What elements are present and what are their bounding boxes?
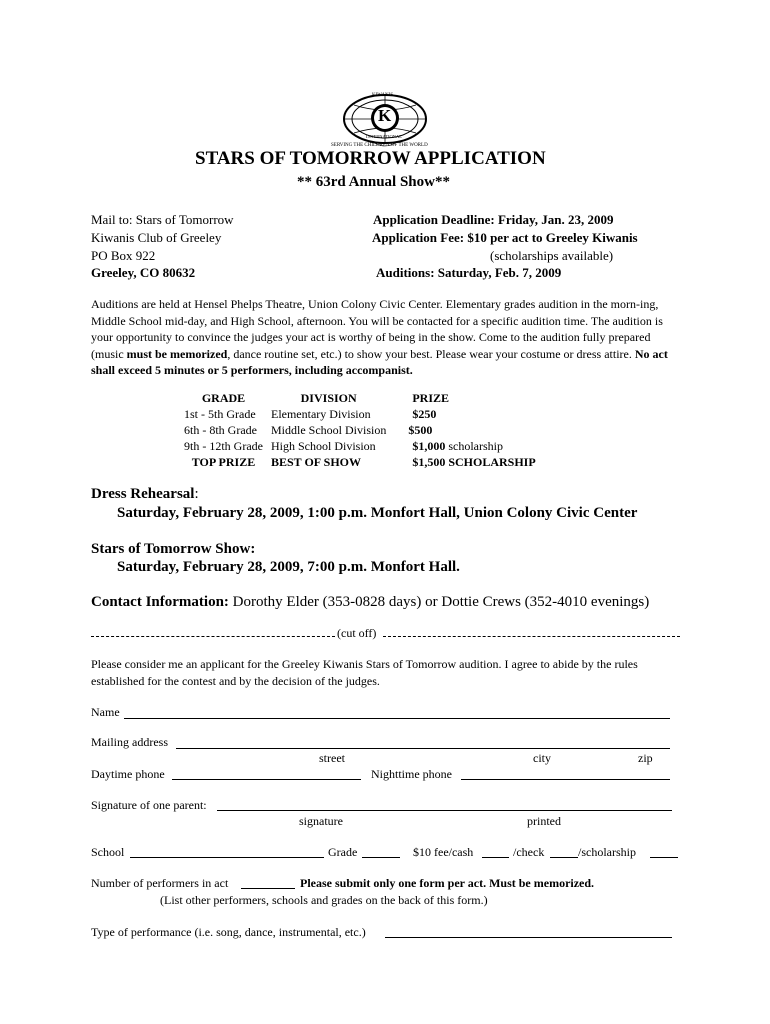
daytime-phone-label: Daytime phone (91, 767, 165, 781)
page-subtitle: ** 63rd Annual Show** (297, 174, 450, 190)
fee-cash-field[interactable] (482, 857, 509, 858)
rehearsal-detail: Saturday, February 28, 2009, 1:00 p.m. Monfort Hall, Union Colony Civic Center (117, 505, 638, 521)
performers-field[interactable] (241, 888, 295, 889)
zip-caption: zip (638, 751, 653, 765)
fee-line: Application Fee: $10 per act to Greeley Kiwanis (372, 230, 638, 245)
logo-text-top: KIWANIS (372, 93, 394, 98)
list-note: (List other performers, schools and grades on the back of this form.) (160, 893, 488, 907)
logo-text-bottom: INTERNATIONAL (366, 134, 402, 139)
prize-table (180, 390, 540, 470)
signature-field[interactable] (217, 810, 672, 811)
signature-label: Signature of one parent: (91, 798, 207, 812)
name-field[interactable] (124, 718, 670, 719)
scholarships-line: (scholarships available) (490, 248, 614, 263)
cutoff-label: (cut off) (337, 626, 377, 640)
performance-type-label: Type of performance (i.e. song, dance, instrumental, etc.) (91, 925, 366, 939)
grade-header: GRADE (201, 391, 246, 405)
daytime-phone-field[interactable] (172, 779, 361, 780)
table-row: 6th - 8th Grade Middle School Division $500 (184, 423, 433, 437)
cutoff-dashes-left (91, 636, 335, 637)
prize-table-header (180, 390, 540, 406)
performers-label: Number of performers in act (91, 876, 229, 890)
rehearsal-heading: Dress Rehearsal: (91, 486, 199, 502)
nighttime-phone-label: Nighttime phone (371, 767, 452, 781)
performance-type-field[interactable] (385, 937, 672, 938)
check-label: /check (513, 845, 545, 859)
name-label: Name (91, 705, 120, 719)
school-field[interactable] (130, 857, 324, 858)
mail-line-2: Kiwanis Club of Greeley (91, 230, 222, 245)
mail-line-1: Mail to: Stars of Tomorrow (91, 212, 234, 227)
table-row: TOP PRIZE BEST OF SHOW $1,500 SCHOLARSHIP (191, 455, 536, 469)
consent-text: Please consider me an applicant for the Greeley Kiwanis Stars of Tomorrow audition. I agree to abide by the rules established for the contest and by the decision of the judges. (91, 657, 638, 688)
table-row: 1st - 5th Grade Elementary Division $250 (184, 407, 437, 421)
kiwanis-logo (330, 90, 440, 152)
school-label: School (91, 845, 125, 859)
mail-line-3: PO Box 922 (91, 248, 156, 263)
auditions-paragraph: Auditions are held at Hensel Phelps Theatre, Union Colony Civic Center. Elementary grades audition in the morn-ing, Middle School mid-day, and High School, afternoon. You will be contacted for a specific audition time. The audition is your opportunity to convince the judges your act is worthy of being in the show. Come to the audition fully prepared (music must be memorized, dance routine set, etc.) to show your best. Please wear your costume or dress attire. No act shall exceed 5 minutes or 5 performers, including accompanist. (91, 297, 668, 377)
page-title: STARS OF TOMORROW APPLICATION (195, 148, 546, 169)
contact-info: Contact Information: Dorothy Elder (353-0828 days) or Dottie Crews (352-4010 evenings) (91, 594, 650, 610)
logo-letter: K (378, 106, 392, 125)
check-field[interactable] (550, 857, 578, 858)
logo-tagline: SERVING THE CHILDREN OF THE WORLD (331, 143, 428, 148)
show-detail: Saturday, February 28, 2009, 7:00 p.m. Monfort Hall. (117, 559, 460, 575)
prize-header: PRIZE (412, 391, 450, 405)
grade-label: Grade (328, 845, 358, 859)
scholarship-label: /scholarship (578, 845, 636, 859)
signature-caption: signature (299, 814, 343, 828)
mail-line-4: Greeley, CO 80632 (91, 265, 196, 280)
grade-field[interactable] (362, 857, 400, 858)
deadline-line: Application Deadline: Friday, Jan. 23, 2009 (373, 212, 614, 227)
printed-caption: printed (527, 814, 561, 828)
city-caption: city (533, 751, 551, 765)
table-row: 9th - 12th Grade High School Division $1,000 scholarship (184, 439, 503, 453)
mailing-address-field[interactable] (176, 748, 670, 749)
nighttime-phone-field[interactable] (461, 779, 670, 780)
auditions-line: Auditions: Saturday, Feb. 7, 2009 (376, 265, 562, 280)
fee-cash-label: $10 fee/cash (413, 845, 474, 859)
cutoff-dashes-right (383, 636, 680, 637)
street-caption: street (319, 751, 345, 765)
scholarship-field[interactable] (650, 857, 678, 858)
mailing-address-label: Mailing address (91, 735, 168, 749)
submit-note: Please submit only one form per act. Must be memorized. (300, 876, 595, 890)
division-header: DIVISION (300, 391, 357, 405)
show-heading: Stars of Tomorrow Show: (91, 541, 256, 557)
